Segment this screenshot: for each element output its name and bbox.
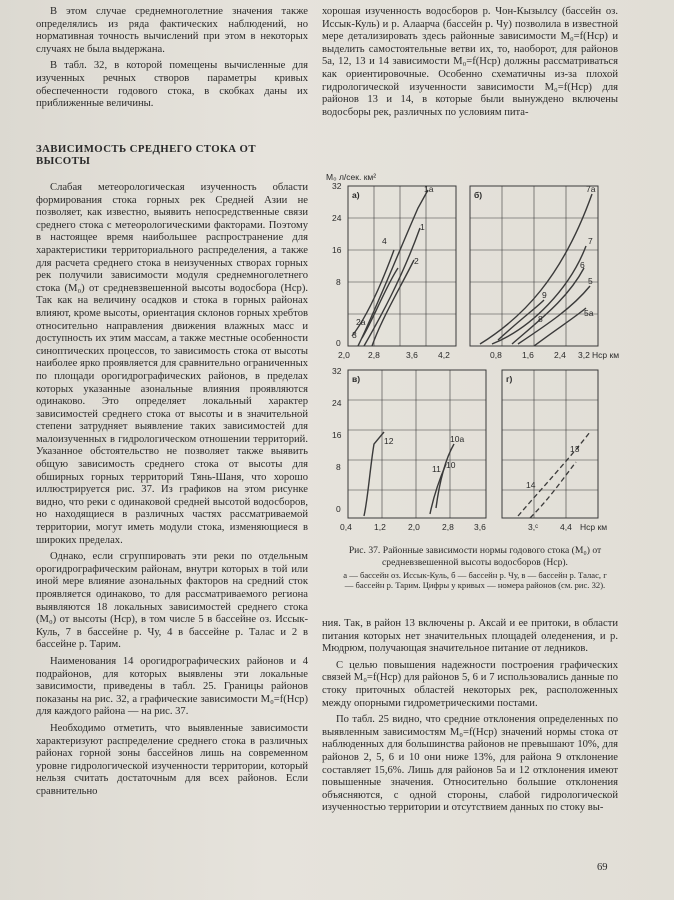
x-tick-label: 1,6 bbox=[522, 350, 534, 360]
curve-label: 7а bbox=[586, 184, 596, 194]
paragraph: В этом случае среднемноголетние значения также определялись из ряда фактических наблюдений, но нормативная точность вычислений при этом в некоторых случаях не была выдержана. bbox=[36, 6, 308, 55]
paragraph: Необходимо отметить, что выявленные зависимости характеризуют распределение среднего стока в различных районах горной зоны бассейнов лишь на современном уровне гидрологической изученности территории, который нельзя считать достаточным для всех районов. Если сравнительно bbox=[36, 722, 308, 797]
section-heading: ЗАВИСИМОСТЬ СРЕДНЕГО СТОКА ОТ ВЫСОТЫ bbox=[36, 143, 256, 167]
left-column-main bbox=[36, 182, 308, 803]
y-tick-label: 16 bbox=[332, 245, 342, 255]
curve-label: 7 bbox=[588, 236, 593, 246]
paragraph: Наименования 14 орогидрографических районов и 4 подрайонов, для которых выявлены эти локальные зависимости, приведены в табл. 25. Границы районов показаны на рис. 32, а графические зависимости M₀=f(Hср) для каждого района — на рис. 37. bbox=[36, 655, 308, 718]
x-tick-label: 3,2 bbox=[578, 350, 590, 360]
y-tick-label: 8 bbox=[336, 277, 341, 287]
x-tick-label: 3,6 bbox=[406, 350, 418, 360]
x-tick-label: 3,6 bbox=[474, 522, 486, 532]
x-tick-label: 1,2 bbox=[374, 522, 386, 532]
panel-label: в) bbox=[352, 374, 361, 384]
paragraph: По табл. 25 видно, что средние отклонения определенных по выявленным зависимостям M₀=f(Hср) значений нормы стока от наблюденных для большинства районов не превышают 10%, для районов 2, 5, 6 и 10 они ниже 13%, для района 9 отклонение составляет 15,6%. Лишь для районов 5а и 12 отклонения имеют повышенные значения. Относительно большие отклонения объясняются, с одной стороны, слабой гидрологической изученностью территории и отсутствием данных по стоку вы- bbox=[322, 714, 618, 814]
x-tick-label: 2,8 bbox=[442, 522, 454, 532]
y-tick-label: 32 bbox=[332, 366, 342, 376]
left-column-top bbox=[36, 6, 308, 115]
figure-caption: Рис. 37. Районные зависимости нормы годового стока (M₀) от средневзвешенной высоты водосборов (Hср). bbox=[348, 545, 602, 568]
x-tick-label: 4,2 bbox=[438, 350, 450, 360]
curve-label: 6 bbox=[580, 260, 585, 270]
right-column-bottom bbox=[322, 618, 618, 819]
curve-label: 9 bbox=[542, 290, 547, 300]
y-tick-label: 8 bbox=[336, 462, 341, 472]
x-axis-label: Hср км bbox=[580, 522, 608, 532]
x-tick-label: 2,0 bbox=[338, 350, 350, 360]
curve-label: 3 bbox=[352, 330, 357, 340]
curve-label: 14 bbox=[526, 480, 536, 490]
curve-label: 1а bbox=[424, 184, 434, 194]
paragraph: С целью повышения надежности построения графических связей M₀=f(Hср) для районов 5, 6 и 7 использовались данные по стоку приточных областей некоторых рек, расположенных между опорными гидрометрическими постами. bbox=[322, 659, 618, 709]
x-tick-label: 2,8 bbox=[368, 350, 380, 360]
y-tick-label: 24 bbox=[332, 398, 342, 408]
y-tick-label: 32 bbox=[332, 181, 342, 191]
x-tick-label: 4,4 bbox=[560, 522, 572, 532]
panel-b bbox=[470, 184, 619, 360]
curve-label: 2 bbox=[414, 256, 419, 266]
curve-label: 12 bbox=[384, 436, 394, 446]
paragraph: Слабая метеорологическая изученность области формирования стока горных рек Средней Азии не позволяет, как известно, выявить непосредственные связи среднего стока с метеорологическими факторами. Поэтому в настоящее время наибольшее распространение для характеристики территориального распределения, а также для расчета среднего стока в неизученных створах горных рек получили зависимости модуля среднемноголетнего стока (M₀) от средневзвешенной высоты водосбора (Hср). Так как на величину осадков и стока в горных районах влияют, кроме высоты, ориентация склонов горных хребтов относительно направления движения влажных масс и доступность их этим массам, а также местные особенности синоптических процессов, то зависимость стока от высоты наиболее ярко проявляется для сравнительно ограниченных по площади орогидрографических районов, в пределах которых указанные азональные влияния проявляются одинаково. Это определяет локальный характер зависимостей среднего стока от высоты и в значительной степени затрудняет выявление таких зависимостей для малоизученных в гидрологическом отношении территорий. Указанное обстоятельство не позволяет также выявить общую зависимость среднего стока от высоты для обширных горных территорий Тянь-Шаня, что хорошо иллюстрируется рис. 37. Из графиков на этом рисунке видно, что реки с одинаковой средней высотой водосборов, но находящиеся в различных частях рассматриваемой территории, могут иметь модули стока, изменяющиеся в широких пределах. bbox=[36, 182, 308, 546]
x-tick-label: 3,ᶜ bbox=[528, 522, 539, 532]
figure-37 bbox=[322, 168, 622, 543]
y-tick-label: 0 bbox=[336, 338, 341, 348]
panel-label: г) bbox=[506, 374, 513, 384]
paragraph: ния. Так, в район 13 включены р. Аксай и ее притоки, в области питания которых нет значительных площадей оледенения, и р. Мюдрюм, получающая значительное питание от ледников. bbox=[322, 618, 618, 655]
curve-label: 13 bbox=[570, 444, 580, 454]
curve-label: 8 bbox=[538, 314, 543, 324]
x-tick-label: 2,4 bbox=[554, 350, 566, 360]
panel-label: б) bbox=[474, 190, 483, 200]
x-tick-label: 0,4 bbox=[340, 522, 352, 532]
x-tick-label: 2,0 bbox=[408, 522, 420, 532]
curve-label: 5 bbox=[588, 276, 593, 286]
curve-label: 11 bbox=[432, 464, 441, 474]
panel-c bbox=[340, 370, 486, 532]
curve-label: 1 bbox=[420, 222, 425, 232]
paragraph: Однако, если сгруппировать эти реки по отдельным орогидрографическим районам, внутри которых в той или иной мере влияние азональных факторов на средний сток проявляется одинаково, то для рассматриваемого региона выявляются 18 локальных зависимостей среднего стока (M₀) от высоты (Hср), в том числе 5 в бассейне оз. Иссык-Куль, 7 в бассейне р. Чу, 4 в бассейне р. Талас и 2 в бассейне р. Тарим. bbox=[36, 551, 308, 651]
curve-label: 10 bbox=[446, 460, 456, 470]
y-axis-label: M₀ л/сек. км² bbox=[326, 172, 377, 182]
y-tick-label: 24 bbox=[332, 213, 342, 223]
x-tick-label: 0,8 bbox=[490, 350, 502, 360]
y-tick-label: 16 bbox=[332, 430, 342, 440]
page-number: 69 bbox=[597, 862, 608, 873]
y-tick-label: 0 bbox=[336, 504, 341, 514]
panel-d bbox=[502, 370, 607, 532]
curve-label: 10а bbox=[450, 434, 465, 444]
x-axis-label: Hср км bbox=[592, 350, 620, 360]
curve-label: 4 bbox=[382, 236, 387, 246]
right-column-top bbox=[322, 6, 618, 123]
paragraph: В табл. 32, в которой помещены вычисленные для изученных речных створов параметры кривых обеспеченности годового стока, в скобках даны их приближенные величины. bbox=[36, 60, 308, 110]
curve-label: 5а bbox=[584, 308, 594, 318]
figure-legend: а — бассейн оз. Иссык-Куль, б — бассейн р. Чу, в — бассейн р. Талас, г — бассейн р. Тарим. Цифры у кривых — номера районов (см. рис. 32). bbox=[343, 570, 607, 591]
curve-label: 2а bbox=[356, 317, 366, 327]
paragraph: хорошая изученность водосборов р. Чон-Кызылсу (бассейн оз. Иссык-Куль) и р. Алаарча (бассейн р. Чу) позволила в известной мере детализировать здесь районные зависимости M₀=f(Hср) и выделить самостоятельные ветви их, то, наоборот, для районов 5а, 12, 13 и 14 зависимости M₀=f(Hср) должны рассматриваться как ориентировочные. Особенно схематичны из-за плохой гидрологической изученности зависимости M₀=f(Hср) для районов 13 и 14, в которые были вынуждено включены водосборы рек, различных по условиям пита- bbox=[322, 6, 618, 118]
panel-a bbox=[338, 184, 456, 360]
panel-label: а) bbox=[352, 190, 360, 200]
